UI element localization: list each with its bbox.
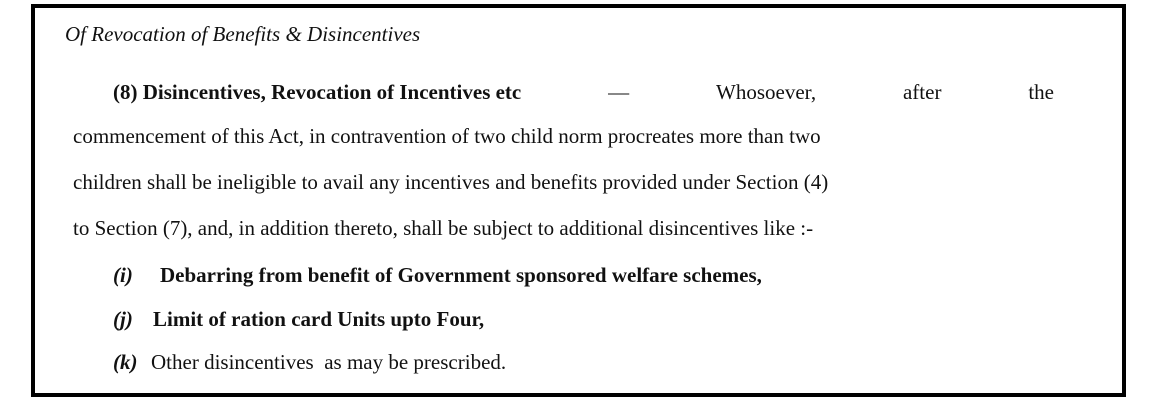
section-first-line: [113, 80, 1054, 105]
list-text-k: Other disincentives as may be prescribed.: [151, 350, 507, 374]
list-item-k: [113, 350, 506, 375]
section-line-4: to Section (7), and, in addition thereto, shall be subject to additional disincentives like :-: [73, 216, 814, 240]
document-frame: [31, 4, 1126, 397]
list-item-j: [113, 307, 484, 332]
list-marker-j: (j): [113, 307, 133, 331]
list-marker-k: (k): [113, 350, 138, 374]
document-heading: Of Revocation of Benefits & Disincentives: [65, 22, 421, 46]
list-item-i: [113, 263, 762, 288]
section-title: (8) Disincentives, Revocation of Incentives etc: [113, 80, 522, 104]
section-line-3: children shall be ineligible to avail any incentives and benefits provided under Section (4): [73, 170, 829, 194]
word-whosoever: Whosoever,: [716, 80, 817, 104]
section-line-2: commencement of this Act, in contravention of two child norm procreates more than two: [73, 124, 821, 148]
list-text-i: Debarring from benefit of Government sponsored welfare schemes,: [160, 263, 762, 287]
list-text-j: Limit of ration card Units upto Four,: [153, 307, 485, 331]
word-the: the: [1028, 80, 1054, 104]
word-after: after: [902, 80, 942, 104]
em-dash: —: [608, 80, 630, 104]
list-marker-i: (i): [113, 263, 133, 287]
